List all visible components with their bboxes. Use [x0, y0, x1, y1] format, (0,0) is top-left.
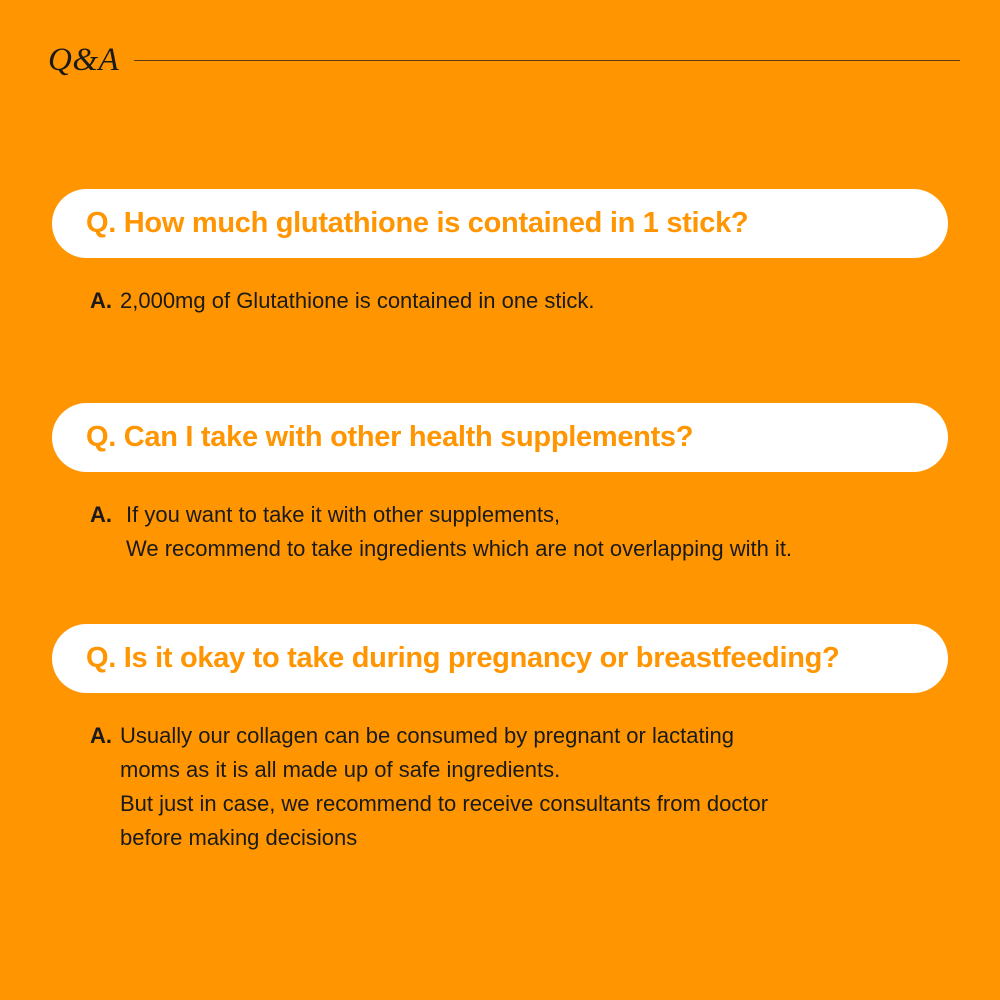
answer-line: If you want to take it with other supplements,	[126, 502, 561, 527]
question-pill	[52, 624, 948, 693]
answer-line: before making decisions	[120, 825, 358, 850]
answer-line: moms as it is all made up of safe ingredients.	[120, 757, 561, 782]
qa-item	[52, 403, 948, 566]
answer-block	[90, 498, 948, 566]
question-pill	[52, 403, 948, 472]
qa-item	[52, 189, 948, 318]
answer-block	[90, 719, 948, 855]
question-text: Q. Can I take with other health supplements?	[86, 421, 694, 453]
question-text: Q. Is it okay to take during pregnancy or breastfeeding?	[86, 642, 840, 674]
answer-line: 2,000mg of Glutathione is contained in one stick.	[120, 288, 595, 313]
header-divider	[134, 60, 960, 61]
answer-block	[90, 284, 948, 318]
question-text: Q. How much glutathione is contained in 1 stick?	[86, 207, 749, 239]
answer-line: Usually our collagen can be consumed by pregnant or lactating	[120, 723, 734, 748]
answer-text	[90, 284, 948, 318]
question-pill	[52, 189, 948, 258]
answer-text	[90, 498, 948, 566]
answer-prefix: A.	[90, 723, 112, 748]
qa-item	[52, 624, 948, 855]
answer-line: But just in case, we recommend to receive consultants from doctor	[120, 791, 769, 816]
answer-text	[90, 719, 948, 855]
answer-line: We recommend to take ingredients which are not overlapping with it.	[126, 536, 793, 561]
answer-prefix: A.	[90, 288, 112, 313]
page-title: Q&A	[48, 42, 120, 78]
answer-prefix: A.	[90, 502, 112, 527]
header	[48, 38, 960, 82]
